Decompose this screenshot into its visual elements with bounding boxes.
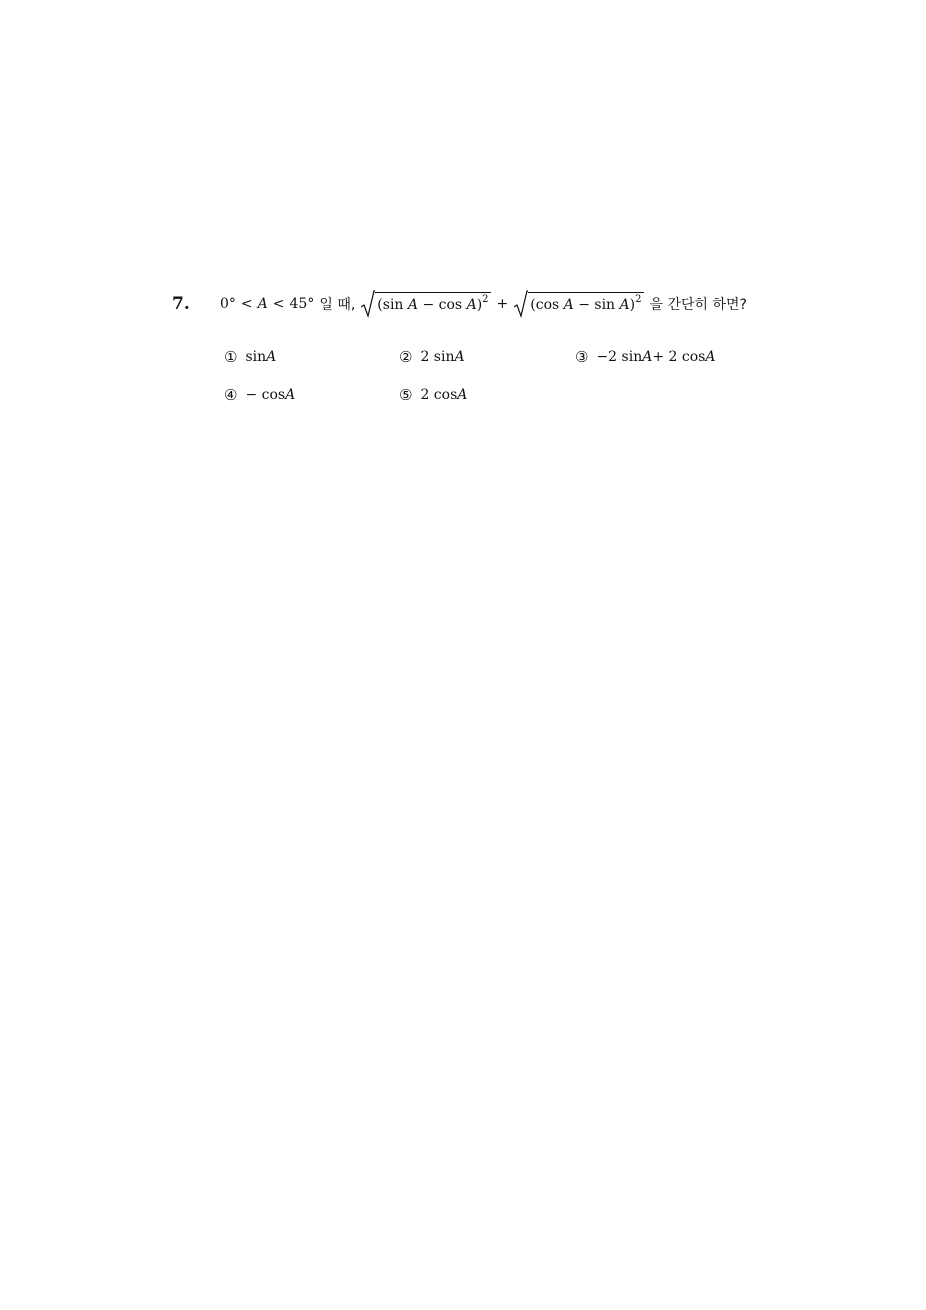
choice-4[interactable] — [224, 386, 295, 404]
radical-sign-icon — [514, 290, 528, 318]
sqrt-term-2 — [514, 290, 643, 318]
radical-sign-icon — [361, 290, 375, 318]
term1-var-1: A — [407, 297, 419, 313]
choice-3-mark: ③ — [575, 348, 589, 366]
question-number: 7. — [172, 294, 190, 314]
choice-2[interactable] — [399, 348, 465, 366]
choice-2-pre: 2 sin — [420, 349, 455, 365]
choice-5[interactable] — [399, 386, 467, 404]
ask-text: 을 간단히 하면? — [649, 297, 747, 313]
term2-minus: − sin — [573, 297, 620, 313]
term1-exponent: 2 — [482, 294, 489, 305]
plus-sign: + — [496, 296, 509, 312]
term2-exponent: 2 — [635, 294, 642, 305]
condition-lt-2: < — [272, 296, 285, 312]
choice-4-var: A — [285, 387, 296, 403]
when-text: 일 때, — [319, 297, 356, 313]
choice-5-var: A — [457, 387, 468, 403]
choice-4-mark: ④ — [224, 386, 238, 404]
choice-5-pre: 2 cos — [420, 387, 458, 403]
term1-var-2: A — [466, 297, 477, 313]
term2-close: ) — [629, 297, 636, 313]
choice-1[interactable] — [224, 348, 276, 366]
condition-variable: A — [257, 296, 268, 312]
term2-open: (cos — [530, 297, 564, 313]
term2-var-2: A — [619, 297, 630, 313]
term1-minus: − cos — [418, 297, 467, 313]
choice-2-mark: ② — [399, 348, 413, 366]
choice-3-pre: −2 sin — [596, 349, 643, 365]
choice-3-var: A — [642, 349, 653, 365]
choice-5-mark: ⑤ — [399, 386, 413, 404]
choice-3-var-2: A — [705, 349, 716, 365]
choice-4-pre: − cos — [245, 387, 286, 403]
choice-3-mid: + 2 cos — [652, 349, 706, 365]
term1-open: (sin — [377, 297, 408, 313]
condition-lower: 0° — [220, 296, 236, 312]
choice-1-pre: sin — [245, 349, 267, 365]
radicand-1 — [375, 292, 490, 318]
choice-3[interactable] — [575, 348, 715, 366]
condition-lt-1: < — [240, 296, 253, 312]
term2-var-1: A — [563, 297, 574, 313]
term1-close: ) — [476, 297, 483, 313]
radicand-2 — [528, 292, 643, 318]
choice-1-var: A — [266, 349, 277, 365]
condition-upper: 45° — [289, 296, 315, 312]
choice-1-mark: ① — [224, 348, 238, 366]
choice-2-var: A — [454, 349, 465, 365]
sqrt-term-1 — [361, 290, 490, 318]
question-stem — [220, 289, 747, 319]
